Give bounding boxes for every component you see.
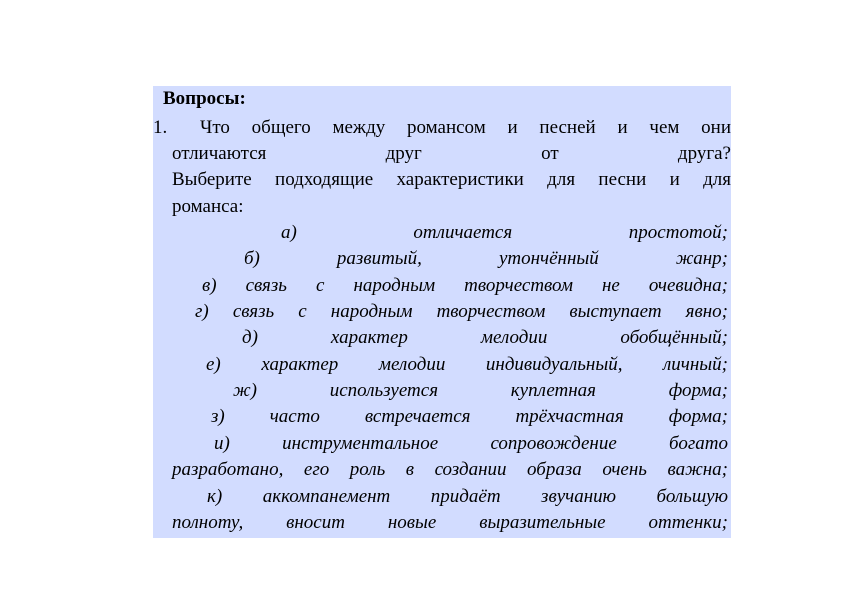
question-line-4: романса: xyxy=(172,196,244,217)
option-b: б) развитый, утончённый жанр; xyxy=(244,248,728,269)
option-d: г) связь с народным творчеством выступает явно; xyxy=(195,301,728,322)
option-c: в) связь с народным творчеством не очевидна; xyxy=(202,275,728,296)
option-f: е) характер мелодии индивидуальный, личный; xyxy=(206,354,728,375)
option-g: ж) используется куплетная форма; xyxy=(233,380,728,401)
question-number: 1. xyxy=(153,117,168,138)
question-1 xyxy=(153,115,731,141)
question-line-1: Что общего между романсом и песней и чем они xyxy=(200,117,731,138)
option-a: а) отличается простотой; xyxy=(281,222,728,243)
option-k-continued: полноту, вносит новые выразительные оттенки; xyxy=(172,512,728,533)
option-h: з) часто встречается трёхчастная форма; xyxy=(211,406,728,427)
questions-card xyxy=(153,86,731,538)
question-line-2: отличаются друг от друга? xyxy=(172,143,731,164)
heading: Вопросы: xyxy=(163,88,246,109)
option-e: д) характер мелодии обобщённый; xyxy=(242,327,728,348)
option-i-continued: разработано, его роль в создании образа очень важна; xyxy=(172,459,728,480)
option-k: к) аккомпанемент придаёт звучанию большую xyxy=(207,486,728,507)
option-i: и) инструментальное сопровождение богато xyxy=(214,433,728,454)
question-line-3: Выберите подходящие характеристики для песни и для xyxy=(172,169,731,190)
